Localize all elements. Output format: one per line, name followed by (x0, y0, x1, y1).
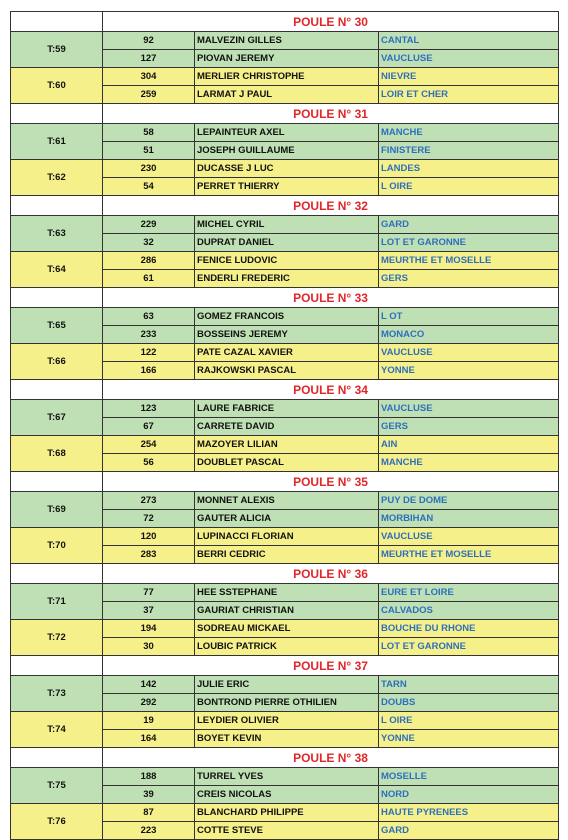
poule-header-row (11, 748, 559, 768)
player-row (11, 676, 559, 694)
player-name: PATE CAZAL XAVIER (195, 344, 379, 362)
player-row (11, 400, 559, 418)
player-name: MERLIER CHRISTOPHE (195, 68, 379, 86)
player-name: DUCASSE J LUC (195, 160, 379, 178)
poule-header-spacer (11, 104, 103, 124)
player-row (11, 68, 559, 86)
player-department: GARD (379, 216, 559, 234)
player-number: 273 (103, 492, 195, 510)
player-department: MORBIHAN (379, 510, 559, 528)
poule-header-spacer (11, 564, 103, 584)
player-row (11, 804, 559, 822)
player-department: VAUCLUSE (379, 400, 559, 418)
player-number: 142 (103, 676, 195, 694)
poule-title: POULE N° 31 (103, 104, 559, 124)
player-number: 188 (103, 768, 195, 786)
table-number: T:76 (11, 804, 103, 840)
player-department: MEURTHE ET MOSELLE (379, 546, 559, 564)
poule-header-row (11, 196, 559, 216)
player-department: GERS (379, 418, 559, 436)
player-number: 54 (103, 178, 195, 196)
player-department: MANCHE (379, 454, 559, 472)
player-number: 259 (103, 86, 195, 104)
player-row (11, 712, 559, 730)
player-department: VAUCLUSE (379, 344, 559, 362)
poules-table-body (11, 12, 559, 840)
player-number: 283 (103, 546, 195, 564)
player-number: 122 (103, 344, 195, 362)
player-number: 127 (103, 50, 195, 68)
player-department: L OT (379, 308, 559, 326)
player-name: RAJKOWSKI PASCAL (195, 362, 379, 380)
player-number: 229 (103, 216, 195, 234)
player-number: 230 (103, 160, 195, 178)
player-row (11, 620, 559, 638)
player-row (11, 436, 559, 454)
table-number: T:61 (11, 124, 103, 160)
player-name: FENICE LUDOVIC (195, 252, 379, 270)
poule-header-row (11, 104, 559, 124)
player-row (11, 124, 559, 142)
player-name: BONTROND PIERRE OTHILIEN (195, 694, 379, 712)
player-number: 292 (103, 694, 195, 712)
table-number: T:75 (11, 768, 103, 804)
player-number: 87 (103, 804, 195, 822)
table-number: T:70 (11, 528, 103, 564)
poule-title: POULE N° 33 (103, 288, 559, 308)
player-name: LAURE FABRICE (195, 400, 379, 418)
player-row (11, 252, 559, 270)
player-name: GAUTER ALICIA (195, 510, 379, 528)
player-number: 32 (103, 234, 195, 252)
player-number: 37 (103, 602, 195, 620)
player-department: HAUTE PYRENEES (379, 804, 559, 822)
player-name: JULIE ERIC (195, 676, 379, 694)
poules-table (10, 11, 559, 840)
player-row (11, 584, 559, 602)
table-number: T:74 (11, 712, 103, 748)
table-number: T:64 (11, 252, 103, 288)
player-row (11, 344, 559, 362)
player-department: VAUCLUSE (379, 528, 559, 546)
player-name: BERRI CEDRIC (195, 546, 379, 564)
player-department: LOIR ET CHER (379, 86, 559, 104)
player-number: 39 (103, 786, 195, 804)
player-department: CANTAL (379, 32, 559, 50)
player-number: 120 (103, 528, 195, 546)
poule-header-spacer (11, 656, 103, 676)
player-name: LARMAT J PAUL (195, 86, 379, 104)
poule-title: POULE N° 32 (103, 196, 559, 216)
player-number: 63 (103, 308, 195, 326)
player-number: 30 (103, 638, 195, 656)
player-number: 223 (103, 822, 195, 840)
player-name: BOYET KEVIN (195, 730, 379, 748)
player-number: 194 (103, 620, 195, 638)
player-department: GERS (379, 270, 559, 288)
table-number: T:60 (11, 68, 103, 104)
player-name: HEE SSTEPHANE (195, 584, 379, 602)
player-department: LANDES (379, 160, 559, 178)
player-number: 56 (103, 454, 195, 472)
player-number: 233 (103, 326, 195, 344)
player-number: 72 (103, 510, 195, 528)
poule-header-spacer (11, 380, 103, 400)
player-row (11, 160, 559, 178)
player-department: L OIRE (379, 712, 559, 730)
player-name: BOSSEINS JEREMY (195, 326, 379, 344)
player-row (11, 768, 559, 786)
player-name: ENDERLI FREDERIC (195, 270, 379, 288)
player-row (11, 492, 559, 510)
player-department: FINISTERE (379, 142, 559, 160)
player-name: JOSEPH GUILLAUME (195, 142, 379, 160)
player-name: CREIS NICOLAS (195, 786, 379, 804)
poule-header-row (11, 472, 559, 492)
player-department: MOSELLE (379, 768, 559, 786)
poule-header-row (11, 564, 559, 584)
player-name: LUPINACCI FLORIAN (195, 528, 379, 546)
player-number: 58 (103, 124, 195, 142)
table-number: T:67 (11, 400, 103, 436)
player-name: DOUBLET PASCAL (195, 454, 379, 472)
player-row (11, 528, 559, 546)
player-name: PIOVAN JEREMY (195, 50, 379, 68)
player-number: 304 (103, 68, 195, 86)
poule-title: POULE N° 36 (103, 564, 559, 584)
poule-header-row (11, 288, 559, 308)
table-number: T:69 (11, 492, 103, 528)
player-department: MEURTHE ET MOSELLE (379, 252, 559, 270)
poule-title: POULE N° 37 (103, 656, 559, 676)
player-department: BOUCHE DU RHONE (379, 620, 559, 638)
player-department: EURE ET LOIRE (379, 584, 559, 602)
player-department: LOT ET GARONNE (379, 638, 559, 656)
table-number: T:59 (11, 32, 103, 68)
player-department: GARD (379, 822, 559, 840)
table-number: T:72 (11, 620, 103, 656)
player-department: NIEVRE (379, 68, 559, 86)
player-name: LEPAINTEUR AXEL (195, 124, 379, 142)
player-name: MONNET ALEXIS (195, 492, 379, 510)
player-number: 51 (103, 142, 195, 160)
poule-title: POULE N° 30 (103, 12, 559, 32)
player-number: 67 (103, 418, 195, 436)
player-name: SODREAU MICKAEL (195, 620, 379, 638)
player-name: PERRET THIERRY (195, 178, 379, 196)
player-number: 123 (103, 400, 195, 418)
player-number: 254 (103, 436, 195, 454)
player-number: 166 (103, 362, 195, 380)
player-name: GOMEZ FRANCOIS (195, 308, 379, 326)
poule-header-row (11, 380, 559, 400)
table-number: T:65 (11, 308, 103, 344)
poule-header-row (11, 12, 559, 32)
poule-header-spacer (11, 12, 103, 32)
player-department: AIN (379, 436, 559, 454)
player-department: L OIRE (379, 178, 559, 196)
player-department: TARN (379, 676, 559, 694)
player-department: YONNE (379, 730, 559, 748)
player-number: 164 (103, 730, 195, 748)
player-row (11, 308, 559, 326)
player-row (11, 32, 559, 50)
player-name: GAURIAT CHRISTIAN (195, 602, 379, 620)
player-number: 61 (103, 270, 195, 288)
poule-header-spacer (11, 472, 103, 492)
table-number: T:71 (11, 584, 103, 620)
poule-title: POULE N° 38 (103, 748, 559, 768)
table-number: T:66 (11, 344, 103, 380)
player-number: 286 (103, 252, 195, 270)
player-name: CARRETE DAVID (195, 418, 379, 436)
table-number: T:63 (11, 216, 103, 252)
poule-header-row (11, 656, 559, 676)
player-name: MICHEL CYRIL (195, 216, 379, 234)
player-department: NORD (379, 786, 559, 804)
poule-title: POULE N° 35 (103, 472, 559, 492)
poule-header-spacer (11, 748, 103, 768)
player-name: COTTE STEVE (195, 822, 379, 840)
player-department: CALVADOS (379, 602, 559, 620)
poule-header-spacer (11, 288, 103, 308)
poule-title: POULE N° 34 (103, 380, 559, 400)
player-department: YONNE (379, 362, 559, 380)
player-row (11, 216, 559, 234)
player-department: LOT ET GARONNE (379, 234, 559, 252)
player-name: BLANCHARD PHILIPPE (195, 804, 379, 822)
player-name: LEYDIER OLIVIER (195, 712, 379, 730)
player-department: MONACO (379, 326, 559, 344)
player-department: DOUBS (379, 694, 559, 712)
table-number: T:62 (11, 160, 103, 196)
player-name: MALVEZIN GILLES (195, 32, 379, 50)
player-number: 77 (103, 584, 195, 602)
player-number: 92 (103, 32, 195, 50)
poule-header-spacer (11, 196, 103, 216)
player-number: 19 (103, 712, 195, 730)
table-number: T:68 (11, 436, 103, 472)
player-name: MAZOYER LILIAN (195, 436, 379, 454)
player-department: VAUCLUSE (379, 50, 559, 68)
player-name: DUPRAT DANIEL (195, 234, 379, 252)
table-number: T:73 (11, 676, 103, 712)
player-name: TURREL YVES (195, 768, 379, 786)
player-department: MANCHE (379, 124, 559, 142)
player-name: LOUBIC PATRICK (195, 638, 379, 656)
player-department: PUY DE DOME (379, 492, 559, 510)
